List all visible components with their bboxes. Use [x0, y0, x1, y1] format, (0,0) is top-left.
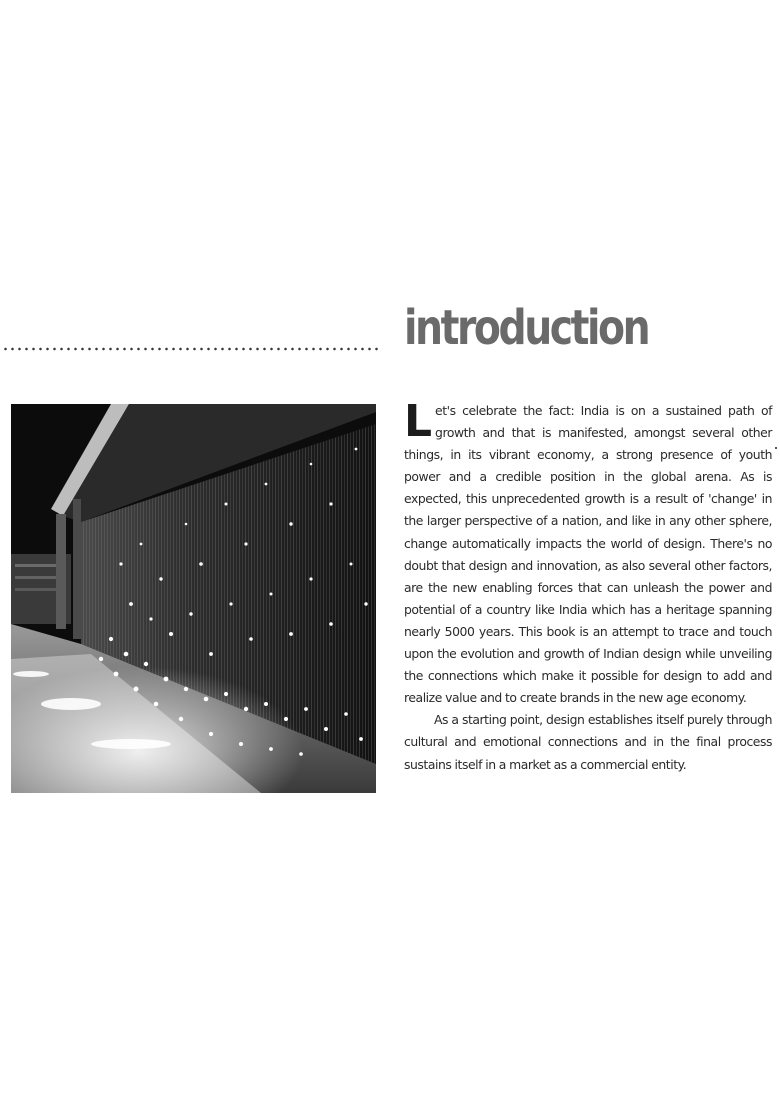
edge-mark	[775, 447, 777, 449]
paragraph-2: As a starting point, design establishes itself purely through cultural and emotional connections and in the final process sustains itself in a market as a commercial entity.	[404, 712, 772, 772]
article-body	[404, 396, 772, 776]
paragraph-1-text: et's celebrate the fact: India is on a sustained path of growth and that is manifested, amongst several other things, in its vibrant economy, a strong presence of youth power and a credible position in the global arena. As is expected, this unprecedented growth is a result of 'change' in the larger perspective of a nation, and like in any other sphere, change automatically impacts the world of design. There's no doubt that design and innovation, as also several other factors, are the new enabling forces that can unleash the power and potential of a country like India which has a heritage spanning nearly 5000 years. This book is an attempt to trace and touch upon the evolution and growth of Indian design while unveiling the connections which make it possible for design to add and realize value and to create brands in the new age economy.	[404, 403, 772, 706]
illuminated-water-curtain-photo	[11, 404, 376, 793]
section-heading: introduction	[404, 300, 649, 356]
dotted-rule	[2, 345, 380, 353]
drop-cap: L	[404, 396, 433, 447]
paragraph-1	[404, 396, 772, 709]
